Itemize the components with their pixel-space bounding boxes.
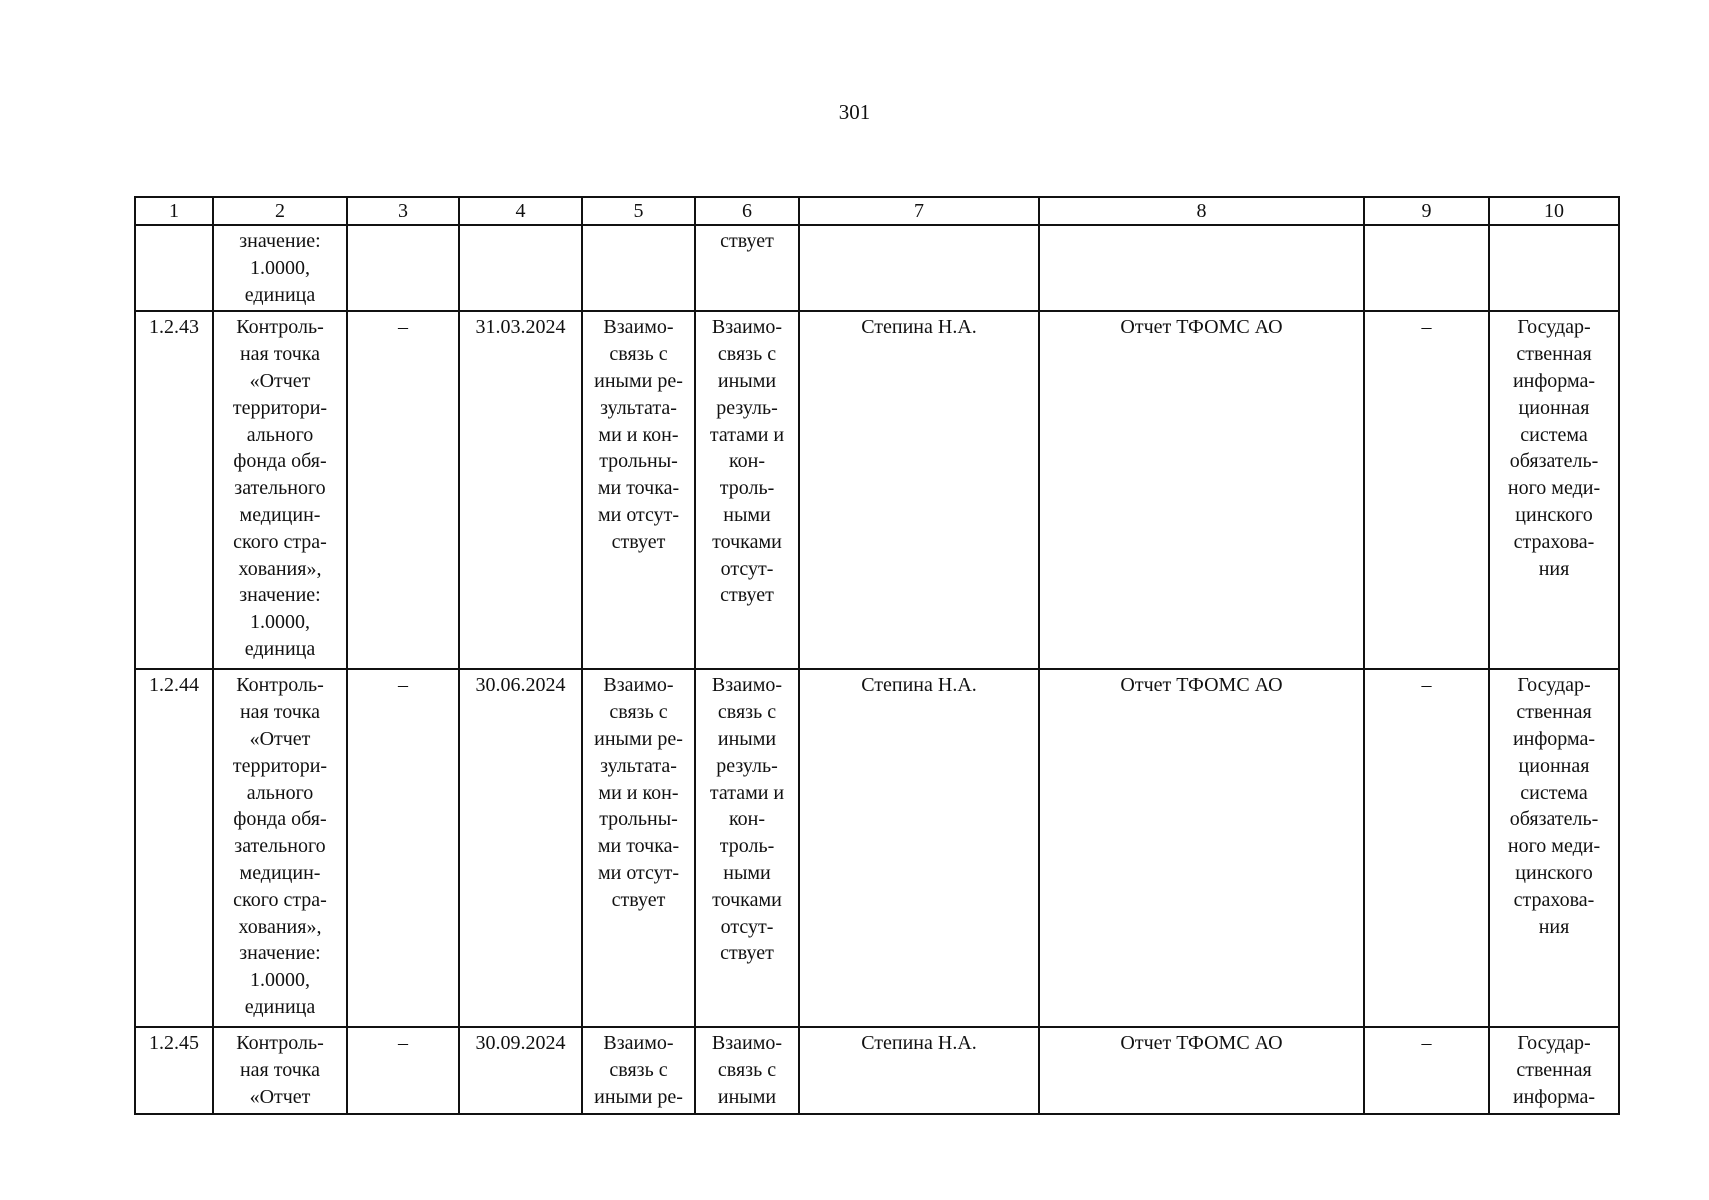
table-cell: –	[1364, 669, 1489, 1027]
table-row	[135, 311, 1619, 669]
row-number-cell: 1.2.44	[135, 669, 213, 1027]
table-cell: Контроль- ная точка «Отчет территори- ального фонда обя- зательного медицин- ского стра- хования», значение: 1.0000, единица	[213, 311, 347, 669]
table-cell: ствует	[695, 225, 799, 311]
table-cell: Взаимо- связь с иными ре- зультата- ми и кон- трольны- ми точка- ми отсут- ствует	[582, 311, 695, 669]
table-cell: значение: 1.0000, единица	[213, 225, 347, 311]
column-header: 3	[347, 197, 459, 225]
table-cell: –	[347, 1027, 459, 1113]
table-cell	[799, 225, 1039, 311]
table-cell: –	[1364, 1027, 1489, 1113]
column-header: 6	[695, 197, 799, 225]
table-cell: Взаимо- связь с иными ре-	[582, 1027, 695, 1113]
row-number-cell: 1.2.45	[135, 1027, 213, 1113]
table-cell	[582, 225, 695, 311]
date-cell: 30.09.2024	[459, 1027, 582, 1113]
table-row	[135, 1027, 1619, 1113]
table-cell: Государ- ственная информа- ционная система обязатель- ного меди- цинского страхова- ния	[1489, 669, 1619, 1027]
table-cell: –	[347, 311, 459, 669]
responsible-cell: Степина Н.А.	[799, 311, 1039, 669]
table-cell	[1489, 225, 1619, 311]
responsible-cell: Степина Н.А.	[799, 1027, 1039, 1113]
table-cell	[1364, 225, 1489, 311]
page-number: 301	[838, 100, 871, 124]
table-cell: Взаимо- связь с иными	[695, 1027, 799, 1113]
table-cell: –	[347, 669, 459, 1027]
column-header: 7	[799, 197, 1039, 225]
table-cell: Взаимо- связь с иными ре- зультата- ми и кон- трольны- ми точка- ми отсут- ствует	[582, 669, 695, 1027]
column-header: 9	[1364, 197, 1489, 225]
responsible-cell: Степина Н.А.	[799, 669, 1039, 1027]
table-cell	[459, 225, 582, 311]
table-cell: Государ- ственная информа- ционная система обязатель- ного меди- цинского страхова- ния	[1489, 311, 1619, 669]
column-header: 10	[1489, 197, 1619, 225]
column-header: 2	[213, 197, 347, 225]
table-row	[135, 225, 1619, 311]
plan-table	[134, 196, 1620, 1115]
document-cell: Отчет ТФОМС АО	[1039, 1027, 1364, 1113]
table-cell: Контроль- ная точка «Отчет	[213, 1027, 347, 1113]
row-number-cell: 1.2.43	[135, 311, 213, 669]
table-cell: –	[1364, 311, 1489, 669]
column-header: 5	[582, 197, 695, 225]
column-header: 4	[459, 197, 582, 225]
table-cell: Взаимо- связь с иными резуль- татами и кон- троль- ными точками отсут- ствует	[695, 311, 799, 669]
table-row	[135, 669, 1619, 1027]
table-cell	[347, 225, 459, 311]
table-header-row	[135, 197, 1619, 225]
date-cell: 30.06.2024	[459, 669, 582, 1027]
date-cell: 31.03.2024	[459, 311, 582, 669]
table-cell: Контроль- ная точка «Отчет территори- ального фонда обя- зательного медицин- ского стра- хования», значение: 1.0000, единица	[213, 669, 347, 1027]
document-cell: Отчет ТФОМС АО	[1039, 311, 1364, 669]
table-cell	[1039, 225, 1364, 311]
column-header: 1	[135, 197, 213, 225]
table-cell: Взаимо- связь с иными резуль- татами и кон- троль- ными точками отсут- ствует	[695, 669, 799, 1027]
table-cell	[135, 225, 213, 311]
document-cell: Отчет ТФОМС АО	[1039, 669, 1364, 1027]
column-header: 8	[1039, 197, 1364, 225]
table-cell: Государ- ственная информа-	[1489, 1027, 1619, 1113]
